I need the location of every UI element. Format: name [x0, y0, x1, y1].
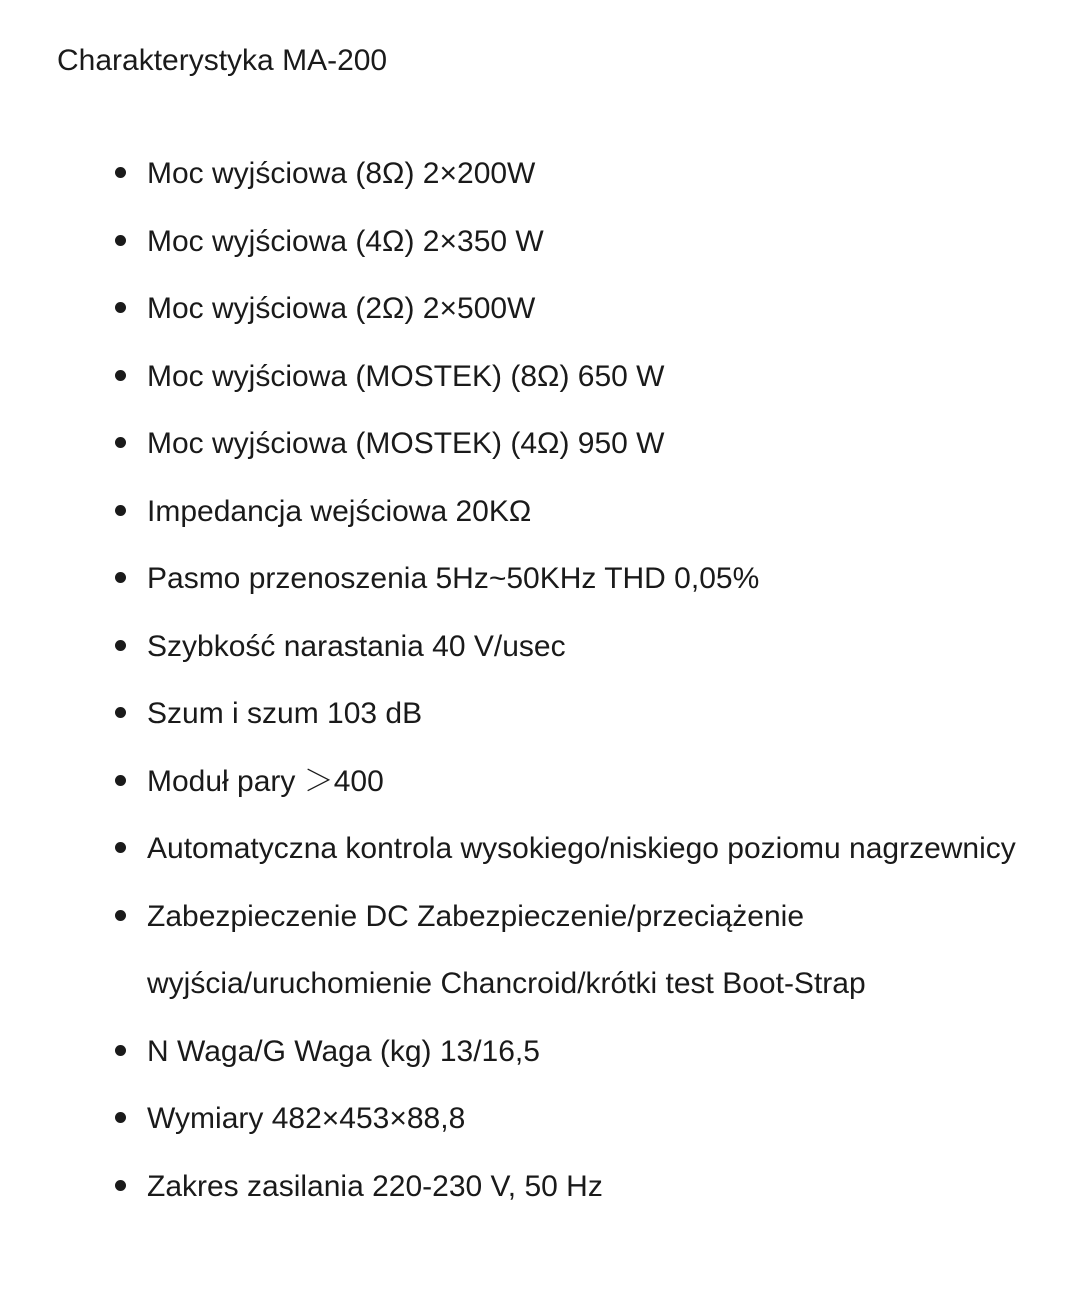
- list-item: [147, 613, 1047, 681]
- bullet-icon: [115, 370, 126, 381]
- bullet-icon: [115, 640, 126, 651]
- spec-text: N Waga/G Waga (kg) 13/16,5: [147, 1034, 540, 1068]
- bullet-icon: [115, 302, 126, 313]
- list-item: [147, 545, 1047, 613]
- page-title: Charakterystyka MA-200: [57, 44, 388, 77]
- spec-text: Moc wyjściowa (2Ω) 2×500W: [147, 292, 536, 325]
- bullet-icon: [115, 910, 126, 921]
- bullet-icon: [115, 842, 126, 853]
- list-item: [147, 883, 1047, 1018]
- bullet-icon: [115, 1112, 126, 1123]
- bullet-icon: [115, 1180, 126, 1191]
- spec-text: Automatyczna kontrola wysokiego/niskiego poziomu nagrzewnicy: [147, 832, 1016, 865]
- list-item: [147, 478, 1047, 546]
- bullet-icon: [115, 1045, 126, 1056]
- spec-text: Zabezpieczenie DC Zabezpieczenie/przeciążenie wyjścia/uruchomienie Chancroid/krótki test Boot-Strap: [147, 899, 866, 1000]
- spec-text: Pasmo przenoszenia 5Hz~50KHz THD 0,05%: [147, 562, 760, 595]
- list-item: [147, 815, 1047, 883]
- spec-text: Wymiary 482×453×88,8: [147, 1102, 466, 1135]
- spec-text: Impedancja wejściowa 20KΩ: [147, 494, 532, 528]
- spec-text: Moc wyjściowa (8Ω) 2×200W: [147, 157, 536, 190]
- list-item: [147, 275, 1047, 343]
- spec-text: Szybkość narastania 40 V/usec: [147, 629, 566, 663]
- spec-text: Moc wyjściowa (4Ω) 2×350 W: [147, 224, 544, 258]
- spec-text: Moc wyjściowa (MOSTEK) (4Ω) 950 W: [147, 427, 665, 460]
- list-item: [147, 680, 1047, 748]
- bullet-icon: [115, 437, 126, 448]
- spec-text: Moc wyjściowa (MOSTEK) (8Ω) 650 W: [147, 359, 665, 393]
- bullet-icon: [115, 235, 126, 246]
- bullet-icon: [115, 775, 126, 786]
- bullet-icon: [115, 167, 126, 178]
- list-item: [147, 1018, 1047, 1086]
- list-item: [147, 140, 1047, 208]
- spec-text: Szum i szum 103 dB: [147, 697, 423, 730]
- bullet-icon: [115, 572, 126, 583]
- spec-text: Zakres zasilania 220-230 V, 50 Hz: [147, 1169, 603, 1203]
- list-item: [147, 748, 1047, 816]
- list-item: [147, 410, 1047, 478]
- bullet-icon: [115, 505, 126, 516]
- list-item: [147, 1153, 1047, 1221]
- spec-list: [147, 140, 1047, 1220]
- list-item: [147, 343, 1047, 411]
- list-item: [147, 208, 1047, 276]
- bullet-icon: [115, 707, 126, 718]
- list-item: [147, 1085, 1047, 1153]
- spec-text: Moduł pary ＞400: [147, 764, 384, 798]
